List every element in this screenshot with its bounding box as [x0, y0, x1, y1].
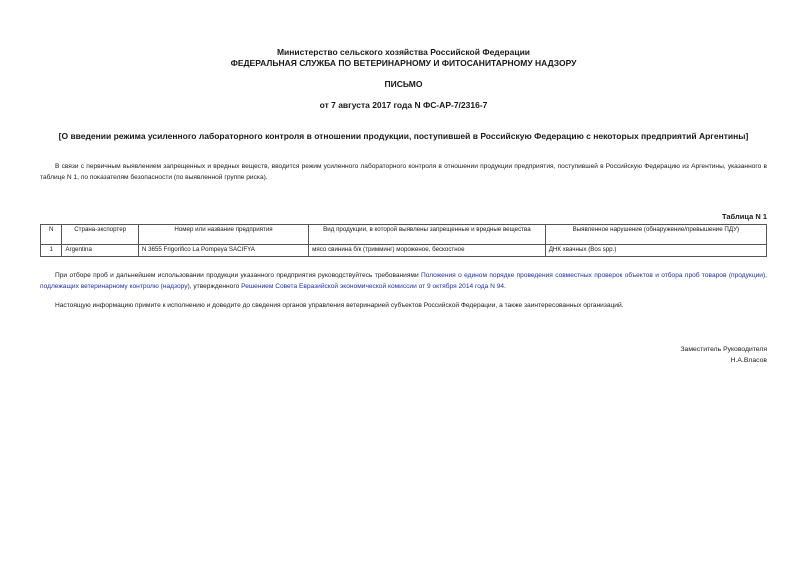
service-name: ФЕДЕРАЛЬНАЯ СЛУЖБА ПО ВЕТЕРИНАРНОМУ И ФИТОСАНИТАРНОМУ НАДЗОРУ [230, 58, 577, 68]
cell-violation: ДНК хвачных (Bos spp.) [545, 245, 766, 257]
header-country: Страна-экспортер [62, 225, 138, 245]
requirements-text-middle: , утвержденного [189, 283, 242, 290]
table-row [41, 245, 767, 257]
paragraph-intro: В связи с первичным выявлением запрещенных и вредных веществ, вводится режим усиленного лабораторного контроля в отношении продукции предприятия, поступившей в Российскую Федерацию из Аргентины, указанного в таблице N 1, по показателям безопасности (по выявленной группе риска). [40, 163, 767, 181]
cell-number: 1 [41, 245, 62, 257]
violations-table [40, 224, 767, 257]
paragraph-requirements [40, 270, 767, 292]
paragraph-instruction: Настоящую информацию примите к исполнению и доведите до сведения органов управления ветеринарией субъектов Российской Федерации, а также заинтересованных организаций. [55, 302, 624, 309]
document-date-number: от 7 августа 2017 года N ФС-АР-7/2316-7 [319, 100, 488, 110]
header-company: Номер или название предприятия [138, 225, 308, 245]
table-title: Таблица N 1 [721, 212, 767, 221]
cell-country: Argentina [62, 245, 138, 257]
document-type: ПИСЬМО [384, 79, 423, 89]
requirements-text-end: . [504, 283, 506, 290]
regulation-link[interactable]: Положения о едином порядке проведения совместных проверок объектов и отбора проб товаров (продукции), подлежащих ветеринарному контролю (надзору) [40, 272, 767, 290]
cell-product: мясо свинина б/к (тримминг) мороженое, бескостное [309, 245, 546, 257]
cell-company: N 3655 Frigorifico La Pompeya SACIFYA [138, 245, 308, 257]
decision-link[interactable]: Решением Совета Евразийской экономической комиссии от 9 октября 2014 года N 94 [241, 283, 505, 290]
table-header-row [41, 225, 767, 245]
header-number: N [41, 225, 62, 245]
signatory-name: Н.А.Власов [730, 357, 767, 364]
requirements-text-start: При отборе проб и дальнейшем использовании продукции указанного предприятия руководствуйтесь требованиями [55, 272, 421, 279]
document-subject: [О введении режима усиленного лабораторного контроля в отношении продукции, поступившей в Российскую Федерацию с некоторых предприятий Аргентины] [58, 131, 749, 141]
header-violation: Выявленное нарушение (обнаружение/превышение ПДУ) [545, 225, 766, 245]
signatory-position: Заместитель Руководителя [680, 346, 767, 353]
ministry-name: Министерство сельского хозяйства Российской Федерации [276, 47, 531, 57]
header-product: Вид продукции, в которой выявлены запрещенные и вредные вещества [309, 225, 546, 245]
